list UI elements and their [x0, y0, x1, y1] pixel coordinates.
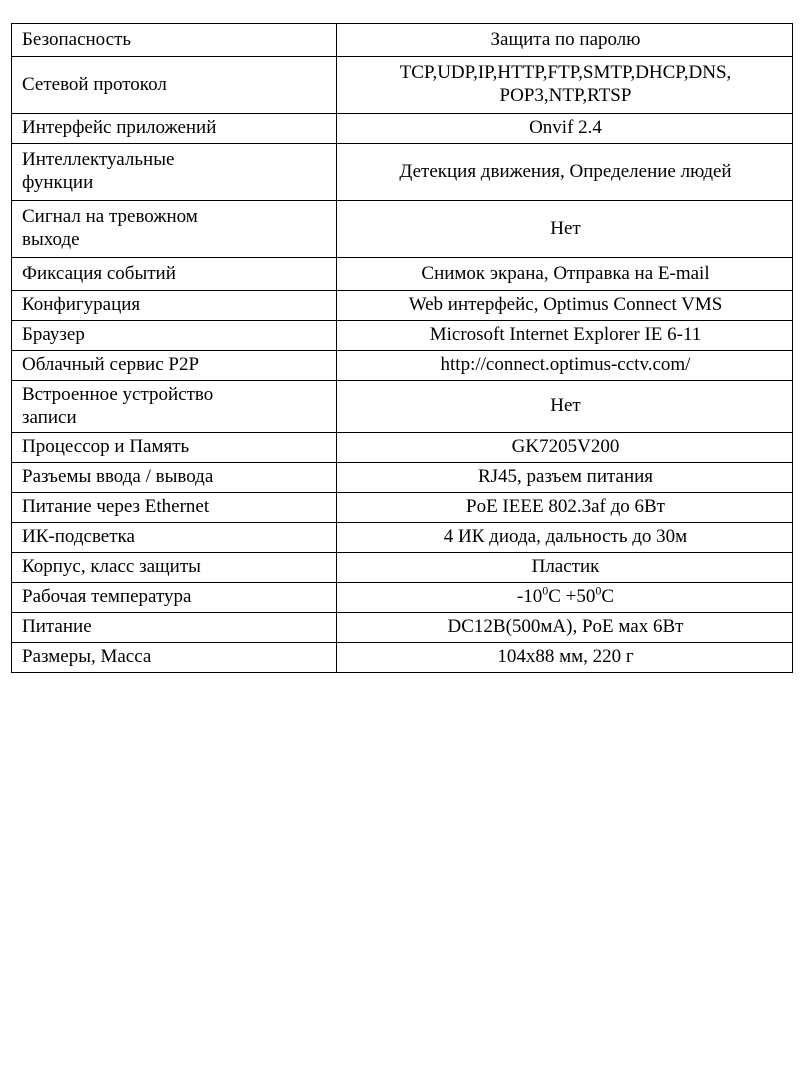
row-value: Снимок экрана, Отправка на E-mail [337, 258, 793, 291]
row-value-line: POP3,NTP,RTSP [499, 85, 632, 106]
row-value: DC12В(500мА), PoE мах 6Вт [337, 613, 793, 643]
row-value-line: TCP,UDP,IP,HTTP,FTP,SMTP,DHCP,DNS, [399, 62, 732, 84]
table-row [12, 433, 793, 463]
table-row [12, 613, 793, 643]
row-label: ИК-подсветка [12, 523, 337, 553]
row-value [337, 583, 793, 613]
row-label: Корпус, класс защиты [12, 553, 337, 583]
row-value: Microsoft Internet Explorer IE 6-11 [337, 321, 793, 351]
table-row [12, 57, 793, 114]
table-row [12, 643, 793, 673]
table-row [12, 201, 793, 258]
row-label: Питание [12, 613, 337, 643]
row-label: Фиксация событий [12, 258, 337, 291]
row-value: Onvif 2.4 [337, 114, 793, 144]
row-value: Пластик [337, 553, 793, 583]
row-label: Облачный сервис P2P [12, 351, 337, 381]
degree-superscript: 0 [542, 583, 549, 598]
row-label [12, 201, 337, 258]
row-label-line: записи [22, 406, 77, 428]
row-value: Web интерфейс, Optimus Connect VMS [337, 291, 793, 321]
row-label: Браузер [12, 321, 337, 351]
row-value: Нет [337, 201, 793, 258]
row-value: 104х88 мм, 220 г [337, 643, 793, 673]
row-label [12, 144, 337, 201]
row-value: PoE IEEE 802.3af до 6Вт [337, 493, 793, 523]
row-value: RJ45, разъем питания [337, 463, 793, 493]
table-row [12, 583, 793, 613]
row-value: Защита по паролю [337, 24, 793, 57]
row-label-line: Встроенное устройство [22, 383, 214, 405]
temp-min: -10 [516, 586, 543, 608]
row-value: Детекция движения, Определение людей [337, 144, 793, 201]
temp-unit: C [601, 586, 615, 608]
row-value: Нет [337, 381, 793, 433]
row-label: Сетевой протокол [12, 57, 337, 114]
row-label: Интерфейс приложений [12, 114, 337, 144]
table-row [12, 351, 793, 381]
row-label-line: Интеллектуальные [22, 149, 175, 171]
table-row [12, 258, 793, 291]
table-row [12, 553, 793, 583]
table-row [12, 291, 793, 321]
row-label: Рабочая температура [12, 583, 337, 613]
row-label-line: Сигнал на тревожном [22, 206, 198, 228]
row-label: Разъемы ввода / вывода [12, 463, 337, 493]
row-label: Безопасность [12, 24, 337, 57]
table-row [12, 523, 793, 553]
table-row [12, 144, 793, 201]
row-value: GK7205V200 [337, 433, 793, 463]
table-row [12, 493, 793, 523]
table-row [12, 24, 793, 57]
table-row [12, 381, 793, 433]
row-label-line: функции [22, 172, 94, 193]
row-label [12, 381, 337, 433]
row-value: 4 ИК диода, дальность до 30м [337, 523, 793, 553]
spec-table [11, 23, 793, 673]
row-label-line: выходе [22, 229, 80, 250]
row-value: http://connect.optimus-cctv.com/ [337, 351, 793, 381]
row-value [337, 57, 793, 114]
degree-superscript: 0 [595, 583, 602, 598]
table-row [12, 114, 793, 144]
table-row [12, 321, 793, 351]
row-label: Конфигурация [12, 291, 337, 321]
row-label: Размеры, Масса [12, 643, 337, 673]
temp-max: C +50 [548, 586, 596, 608]
row-label: Процессор и Память [12, 433, 337, 463]
row-label: Питание через Ethernet [12, 493, 337, 523]
table-row [12, 463, 793, 493]
